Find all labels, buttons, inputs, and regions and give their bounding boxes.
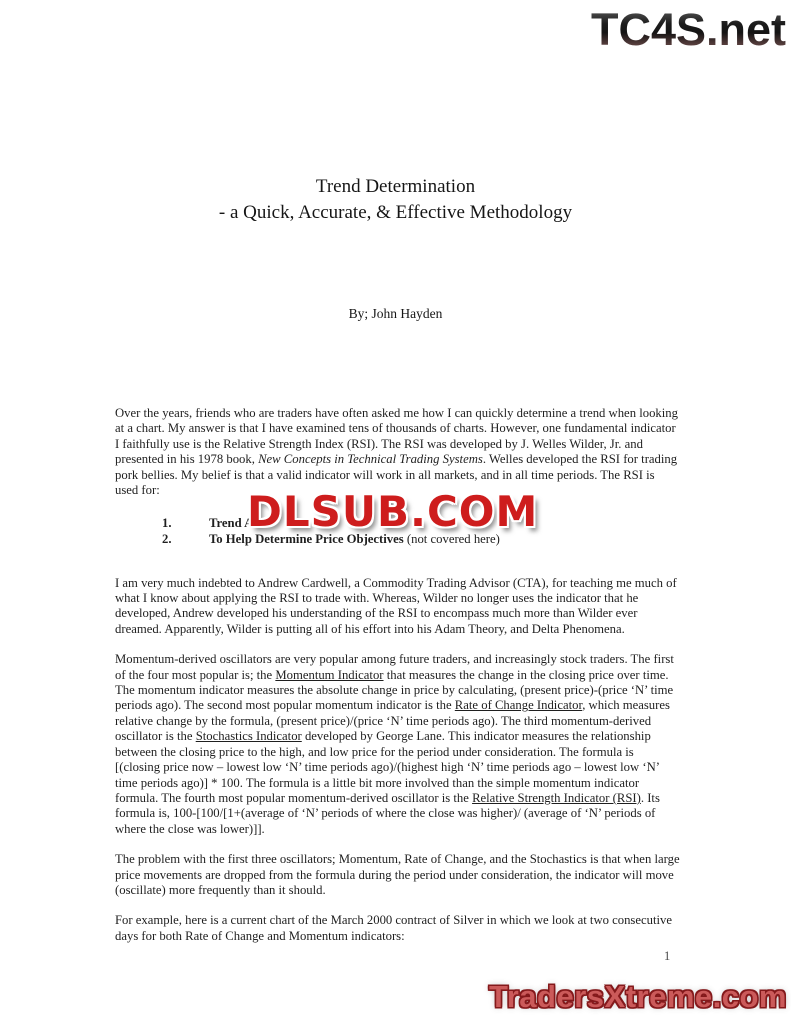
byline: By; John Hayden: [348, 306, 443, 321]
paragraph-intro: [115, 406, 680, 498]
oscillators-text-3: , which measures relative change by the formula, (present price)/(price ‘N’ time periods ago). The third momentum-derived oscillator is the: [115, 698, 670, 744]
document-title: [0, 174, 791, 226]
paragraph-example: For example, here is a current chart of the March 2000 contract of Silver in which we look at two consecutive days for both Rate of Change and Momentum indicators:: [115, 913, 673, 943]
momentum-indicator-underlined: Momentum Indicator: [275, 667, 384, 682]
oscillators-text-4: developed by George Lane. This indicator measures the relationship between the closing price to the high, and low price for the period under consideration. The formula is [(closing price now – lowest low ‘N’ time periods ago)/(highest high ‘N’ time periods ago – lowest low ‘N’ time periods ago)] * 100. The formula is a little bit more involved than the simple momentum indicator formula. The fourth most popular momentum-derived oscillator is the: [115, 729, 660, 805]
rsi-underlined: Relative Strength Indicator (RSI): [472, 790, 641, 805]
tradersxtreme-logo: TradersXtreme.com: [489, 979, 787, 1014]
title-line-1: Trend Determination: [315, 176, 476, 197]
rate-of-change-underlined: Rate of Change Indicator: [454, 698, 583, 713]
oscillators-text-2: that measures the change in the closing price over time. The momentum indicator measures the absolute change in price by calculating, (present price)-(price ‘N’ time periods ago). The second most popular momentum indicator is the: [115, 667, 674, 713]
list-item-2-label-rest: (not covered here): [403, 532, 500, 547]
page-number: 1: [664, 949, 671, 963]
dlsub-watermark: DLSUB.COM: [247, 487, 539, 536]
paragraph-oscillators: [115, 652, 680, 837]
tc4s-logo: TC4S.net: [590, 4, 786, 55]
paragraph-intro-text: Over the years, friends who are traders have often asked me how I can quickly determine a trend when looking at a chart. My answer is that I have examined tens of thousands of charts. However, one fundamental indicator I faithfully use is the Relative Strength Index (RSI). The RSI was developed by J. Welles Wilder, Jr. and presented in his 1978 book,: [115, 406, 678, 467]
list-item-2-number: 2.: [162, 532, 172, 547]
list-item-2-label-bold: To Help Determine Price Objectives: [209, 532, 404, 547]
list-item-1-label: Trend A: [209, 516, 254, 531]
list-item-1-number: 1.: [162, 516, 172, 531]
paragraph-cardwell: I am very much indebted to Andrew Cardwell, a Commodity Trading Advisor (CTA), for teaching me much of what I know about applying the RSI to trade with. Whereas, Wilder no longer uses the indicator that he developed, Andrew developed his understanding of the RSI to encompass much more than Wilder ever dreamed. Apparently, Wilder is putting all of his effort into his Adam Theory, and Delta Phenomena.: [115, 575, 677, 636]
oscillators-text-5: . Its formula is, 100-[100/[1+(average of ‘N’ periods of where the close was higher)/ (average of ‘N’ periods of where the close was lower)]].: [115, 790, 660, 836]
paragraph-problem: The problem with the first three oscillators; Momentum, Rate of Change, and the Stochastics is that when large price movements are dropped from the formula during the period under consideration, the indicator will move (oscillate) more frequently than it should.: [115, 852, 680, 897]
book-title-italic: New Concepts in Technical Trading Systems: [258, 452, 483, 467]
title-line-2: - a Quick, Accurate, & Effective Methodology: [218, 202, 573, 223]
paragraph-intro-text-end: . Welles developed the RSI for trading pork bellies. My belief is that a valid indicator will work in all markets, and in all time periods. The RSI is used for:: [115, 452, 678, 498]
oscillators-text-1: Momentum-derived oscillators are very popular among future traders, and increasingly stock traders. The first of the four most popular is; the: [115, 652, 674, 682]
stochastics-underlined: Stochastics Indicator: [195, 729, 302, 744]
